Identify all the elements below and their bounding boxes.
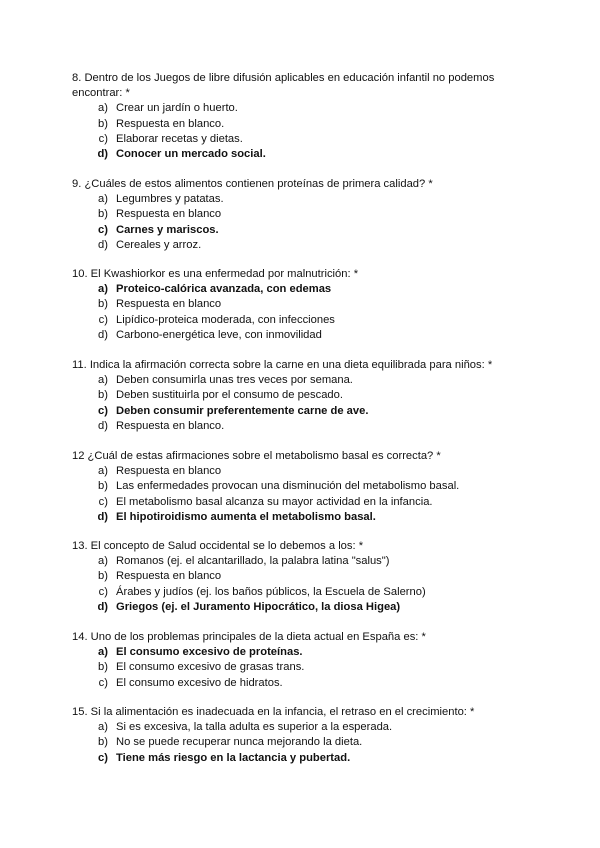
- option-letter: c): [98, 751, 108, 764]
- option-d: [72, 238, 532, 253]
- option-text: Deben consumirla unas tres veces por semana.: [116, 374, 353, 387]
- option-letter: d): [98, 328, 108, 341]
- option-text: Respuesta en blanco: [116, 298, 222, 311]
- option-letter: d): [98, 238, 108, 251]
- option-a: [72, 720, 532, 735]
- option-b: [72, 207, 532, 222]
- option-letter: a): [98, 374, 108, 387]
- option-text: Romanos (ej. el alcantarillado, la palabra latina "salus"): [116, 555, 390, 568]
- option-letter: c): [98, 223, 108, 236]
- option-text: El metabolismo basal alcanza su mayor actividad en la infancia.: [116, 495, 433, 508]
- option-text: El hipotiroidismo aumenta el metabolismo basal.: [116, 510, 376, 523]
- option-text: Respuesta en blanco: [116, 465, 222, 478]
- question-stem: 15. Si la alimentación es inadecuada en la infancia, el retraso en el crecimiento: *: [72, 706, 475, 718]
- option-text: No se puede recuperar nunca mejorando la dieta.: [116, 736, 363, 749]
- question-stem: 9. ¿Cuáles de estos alimentos contienen proteínas de primera calidad? *: [72, 178, 433, 190]
- option-text: Respuesta en blanco.: [116, 117, 225, 130]
- option-text: Respuesta en blanco: [116, 570, 222, 583]
- option-b: [72, 297, 532, 312]
- option-letter: b): [98, 298, 108, 311]
- option-letter: a): [98, 283, 108, 296]
- question-stem: 8. Dentro de los Juegos de libre difusión aplicables en educación infantil no podemos encontrar: *: [72, 72, 495, 100]
- option-text: Deben sustituirla por el consumo de pescado.: [116, 389, 343, 402]
- option-list: [72, 645, 532, 691]
- question-9: [72, 177, 532, 253]
- option-letter: a): [98, 555, 108, 568]
- option-list: [72, 192, 532, 253]
- question-13: [72, 539, 532, 615]
- option-letter: d): [97, 148, 108, 161]
- question-8: [72, 71, 532, 162]
- option-letter: d): [98, 419, 108, 432]
- option-list: [72, 554, 532, 615]
- option-a-correct: [72, 645, 532, 660]
- option-b: [72, 735, 532, 750]
- option-text: Árabes y judíos (ej. los baños públicos, la Escuela de Salerno): [116, 585, 426, 598]
- question-10: [72, 267, 532, 343]
- question-stem: 11. Indica la afirmación correcta sobre la carne en una dieta equilibrada para niños: *: [72, 359, 493, 371]
- option-letter: c): [98, 495, 108, 508]
- question-15: [72, 705, 532, 766]
- option-list: [72, 373, 532, 434]
- option-c: [72, 676, 532, 691]
- option-d: [72, 328, 532, 343]
- option-letter: c): [98, 585, 108, 598]
- option-list: [72, 101, 532, 162]
- option-a-correct: [72, 282, 532, 297]
- option-text: Legumbres y patatas.: [116, 193, 224, 206]
- option-text: Tiene más riesgo en la lactancia y pubertad.: [116, 751, 351, 764]
- option-a: [72, 373, 532, 388]
- option-b: [72, 388, 532, 403]
- option-text: Respuesta en blanco: [116, 208, 222, 221]
- option-text: Crear un jardín o huerto.: [116, 102, 238, 115]
- option-letter: c): [98, 313, 108, 326]
- option-letter: c): [98, 404, 108, 417]
- option-d: [72, 419, 532, 434]
- option-letter: a): [98, 102, 108, 115]
- option-letter: a): [98, 721, 108, 734]
- option-b: [72, 660, 532, 675]
- option-c-correct: [72, 404, 532, 419]
- question-14: [72, 630, 532, 691]
- option-text: Cereales y arroz.: [116, 238, 202, 251]
- option-text: Griegos (ej. el Juramento Hipocrático, la diosa Higea): [116, 600, 401, 613]
- option-text: El consumo excesivo de grasas trans.: [116, 661, 305, 674]
- option-text: Carbono-energética leve, con inmovilidad: [116, 328, 322, 341]
- option-text: El consumo excesivo de hidratos.: [116, 676, 283, 689]
- option-c: [72, 495, 532, 510]
- option-letter: b): [98, 661, 108, 674]
- option-text: Si es excesiva, la talla adulta es superior a la esperada.: [116, 721, 393, 734]
- option-text: Proteico-calórica avanzada, con edemas: [116, 283, 332, 296]
- option-letter: d): [97, 600, 108, 613]
- option-b: [72, 117, 532, 132]
- question-stem: 10. El Kwashiorkor es una enfermedad por malnutrición: *: [72, 268, 359, 280]
- option-a: [72, 101, 532, 116]
- option-a: [72, 192, 532, 207]
- option-c-correct: [72, 751, 532, 766]
- option-b: [72, 569, 532, 584]
- question-stem: 12 ¿Cuál de estas afirmaciones sobre el metabolismo basal es correcta? *: [72, 450, 441, 462]
- option-letter: d): [97, 510, 108, 523]
- option-text: Elaborar recetas y dietas.: [116, 132, 243, 145]
- option-text: Carnes y mariscos.: [116, 223, 219, 236]
- option-text: Conocer un mercado social.: [116, 148, 266, 161]
- option-text: Lipídico-proteica moderada, con infecciones: [116, 313, 335, 326]
- option-letter: b): [98, 480, 108, 493]
- question-11: [72, 358, 532, 434]
- option-text: Deben consumir preferentemente carne de ave.: [116, 404, 369, 417]
- option-b: [72, 479, 532, 494]
- option-letter: a): [98, 646, 108, 659]
- option-text: Las enfermedades provocan una disminución del metabolismo basal.: [116, 480, 460, 493]
- option-c-correct: [72, 223, 532, 238]
- question-stem: 14. Uno de los problemas principales de la dieta actual en España es: *: [72, 631, 426, 643]
- option-letter: a): [98, 465, 108, 478]
- option-a: [72, 554, 532, 569]
- option-letter: c): [98, 676, 108, 689]
- option-letter: a): [98, 193, 108, 206]
- option-letter: b): [98, 389, 108, 402]
- option-letter: b): [98, 117, 108, 130]
- option-c: [72, 585, 532, 600]
- option-c: [72, 132, 532, 147]
- option-text: Respuesta en blanco.: [116, 419, 225, 432]
- option-letter: c): [98, 132, 108, 145]
- option-a: [72, 464, 532, 479]
- option-list: [72, 464, 532, 525]
- option-d-correct: [72, 510, 532, 525]
- option-list: [72, 720, 532, 766]
- question-12: [72, 449, 532, 525]
- option-letter: b): [98, 570, 108, 583]
- option-letter: b): [98, 208, 108, 221]
- option-letter: b): [98, 736, 108, 749]
- option-text: El consumo excesivo de proteínas.: [116, 646, 303, 659]
- option-d-correct: [72, 600, 532, 615]
- option-d-correct: [72, 147, 532, 162]
- option-c: [72, 313, 532, 328]
- option-list: [72, 282, 532, 343]
- question-stem: 13. El concepto de Salud occidental se lo debemos a los: *: [72, 540, 364, 552]
